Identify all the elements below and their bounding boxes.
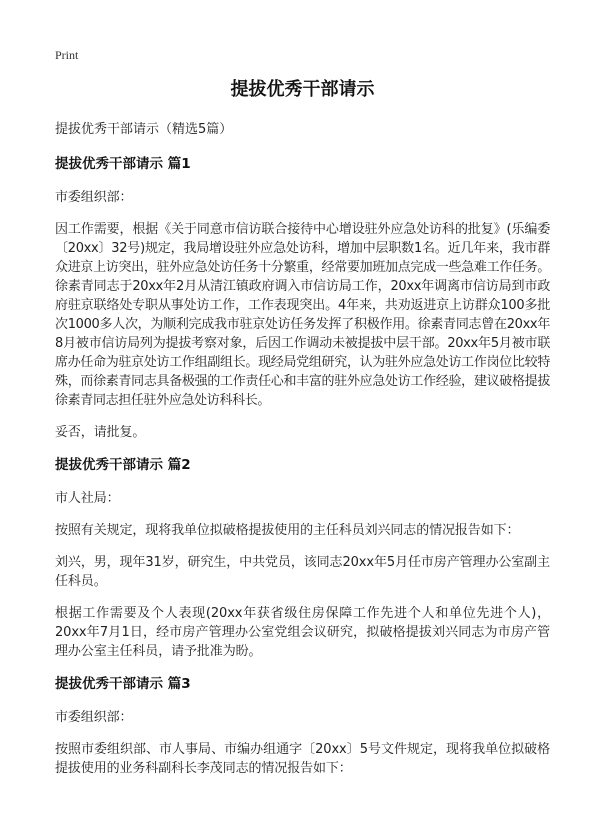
closing-line: 妥否，请批复。 [55,425,146,440]
body-paragraph: 因工作需要，根据《关于同意市信访联合接待中心增设驻外应急处访科的批复》(乐编委〔20xx〕32号)规定，我局增设驻外应急处访科，增加中层职数1名。近几年来，我市群众进京上访突出，驻外应急处访任务十分繁重，经常要加班加点完成一些急难工作任务。徐素青同志于20xx年2月从清江镇政府调入市信访局工作，20xx年调离市信访局到市政府驻京联络处专职从事处访工作，工作表现突出。4年来，共劝返进京上访群众100多批次1000多人次，为顺利完成我市驻京处访任务发挥了积极作用。徐素青同志曾在20xx年8月被市信访局列为提拔考察对象，后因工作调动未被提拔中层干部。20xx年5月被市联席办任命为驻京处访工作组副组长。现经局党组研究，认为驻外应急处访工作岗位比较特殊，而徐素青同志具备极强的工作责任心和丰富的驻外应急处访工作经验，建议破格提拔徐素青同志担任驻外应急处访科科长。 [55,222,550,408]
document-subtitle: 提拔优秀干部请示（精选5篇） [55,122,233,137]
document-body [55,76,550,791]
section-heading: 提拔优秀干部请示 篇2 [55,457,191,473]
salutation: 市委组织部： [55,710,133,725]
print-link[interactable]: Print [55,48,79,62]
section-3 [55,674,550,778]
section-1 [55,154,550,442]
section-2 [55,455,550,661]
salutation: 市人社局： [55,491,120,506]
section-heading: 提拔优秀干部请示 篇1 [55,156,191,172]
body-paragraph: 根据工作需要及个人表现(20xx年获省级住房保障工作先进个人和单位先进个人)，20xx年7月1日，经市房产管理办公室党组会议研究，拟破格提拔刘兴同志为市房产管理办公室主任科员，请予批准为盼。 [55,606,550,659]
page-title: 提拔优秀干部请示 [230,79,375,100]
body-paragraph: 按照有关规定，现将我单位拟破格提拔使用的主任科员刘兴同志的情况报告如下： [55,523,520,538]
body-paragraph: 按照市委组织部、市人事局、市编办组通字〔20xx〕5号文件规定，现将我单位拟破格提拔使用的业务科副科长李茂同志的情况报告如下： [55,742,550,776]
body-paragraph: 刘兴，男，现年31岁，研究生，中共党员，该同志20xx年5月任市房产管理办公室副主任科员。 [55,555,550,589]
section-heading: 提拔优秀干部请示 篇3 [55,676,191,692]
salutation: 市委组织部： [55,190,133,205]
